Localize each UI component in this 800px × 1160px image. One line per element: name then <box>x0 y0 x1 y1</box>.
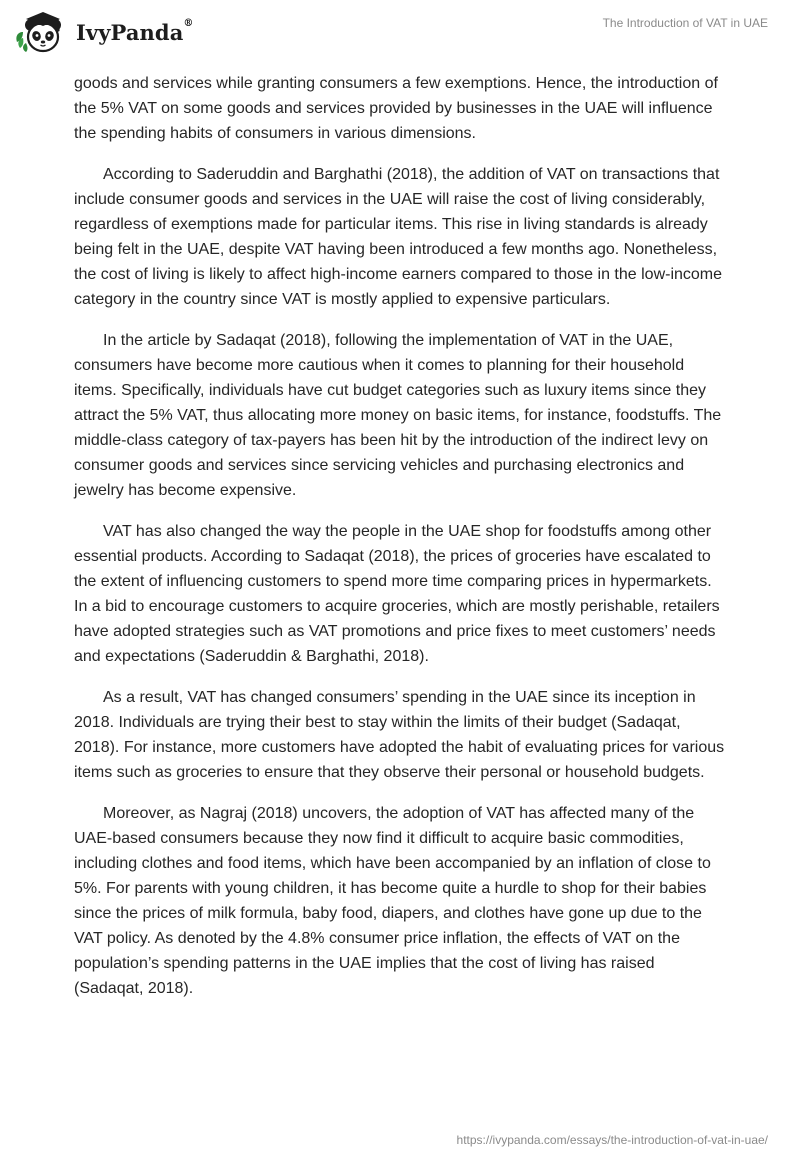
paragraph: As a result, VAT has changed consumers’ spending in the UAE since its inception in 2018. Individuals are trying their best to stay within the limits of their budget (Sadaqat, 2018). For instance, more customers have adopted the habit of evaluating prices for various items such as groceries to ensure that they observe their personal or household budgets. <box>74 689 725 781</box>
paragraph: In the article by Sadaqat (2018), following the implementation of VAT in the UAE, consumers have become more cautious when it comes to planning for their household items. Specifically, individuals have cut budget categories such as luxury items since they attract the 5% VAT, thus allocating more money on basic items, for instance, foodstuffs. The middle-class category of tax-payers has been hit by the introduction of the indirect levy on consumer goods and services since servicing vehicles and purchasing electronics and jewelry has become expensive. <box>74 332 722 499</box>
source-url-link[interactable]: https://ivypanda.com/essays/the-introduction-of-vat-in-uae/ <box>456 1133 768 1147</box>
ivypanda-logo[interactable] <box>14 8 194 54</box>
document-title: The Introduction of VAT in UAE <box>602 16 768 30</box>
essay-body <box>74 71 726 1017</box>
logo-wordmark <box>76 17 194 45</box>
page-header <box>0 0 800 64</box>
paragraph: VAT has also changed the way the people in the UAE shop for foodstuffs among other essential products. According to Sadaqat (2018), the prices of groceries have escalated to the extent of influencing customers to spend more time comparing prices in hypermarkets. In a bid to encourage customers to acquire groceries, which are mostly perishable, retailers have adopted strategies such as VAT promotions and price fixes to meet customers’ needs and expectations (Saderuddin & Barghathi, 2018). <box>74 523 720 665</box>
panda-graduate-icon <box>14 8 72 54</box>
paragraph: goods and services while granting consumers a few exemptions. Hence, the introduction of the 5% VAT on some goods and services provided by businesses in the UAE will influence the spending habits of consumers in various dimensions. <box>74 75 718 142</box>
logo-registered-mark: ® <box>183 17 194 29</box>
logo-name: IvyPanda <box>76 19 184 45</box>
paragraph: According to Saderuddin and Barghathi (2018), the addition of VAT on transactions that include consumer goods and services in the UAE will raise the cost of living considerably, regardless of exemptions made for particular items. This rise in living standards is already being felt in the UAE, despite VAT having been introduced a few months ago. Nonetheless, the cost of living is likely to affect high-income earners compared to those in the low-income category in the country since VAT is mostly applied to expensive particulars. <box>74 166 723 308</box>
paragraph: Moreover, as Nagraj (2018) uncovers, the adoption of VAT has affected many of the UAE-based consumers because they now find it difficult to acquire basic commodities, including clothes and food items, which have been accompanied by an inflation of close to 5%. For parents with young children, it has become quite a hurdle to shop for their babies since the prices of milk formula, baby food, diapers, and clothes have gone up due to the VAT policy. As denoted by the 4.8% consumer price inflation, the effects of VAT on the population’s spending patterns in the UAE implies that the cost of living has raised (Sadaqat, 2018). <box>74 805 711 997</box>
